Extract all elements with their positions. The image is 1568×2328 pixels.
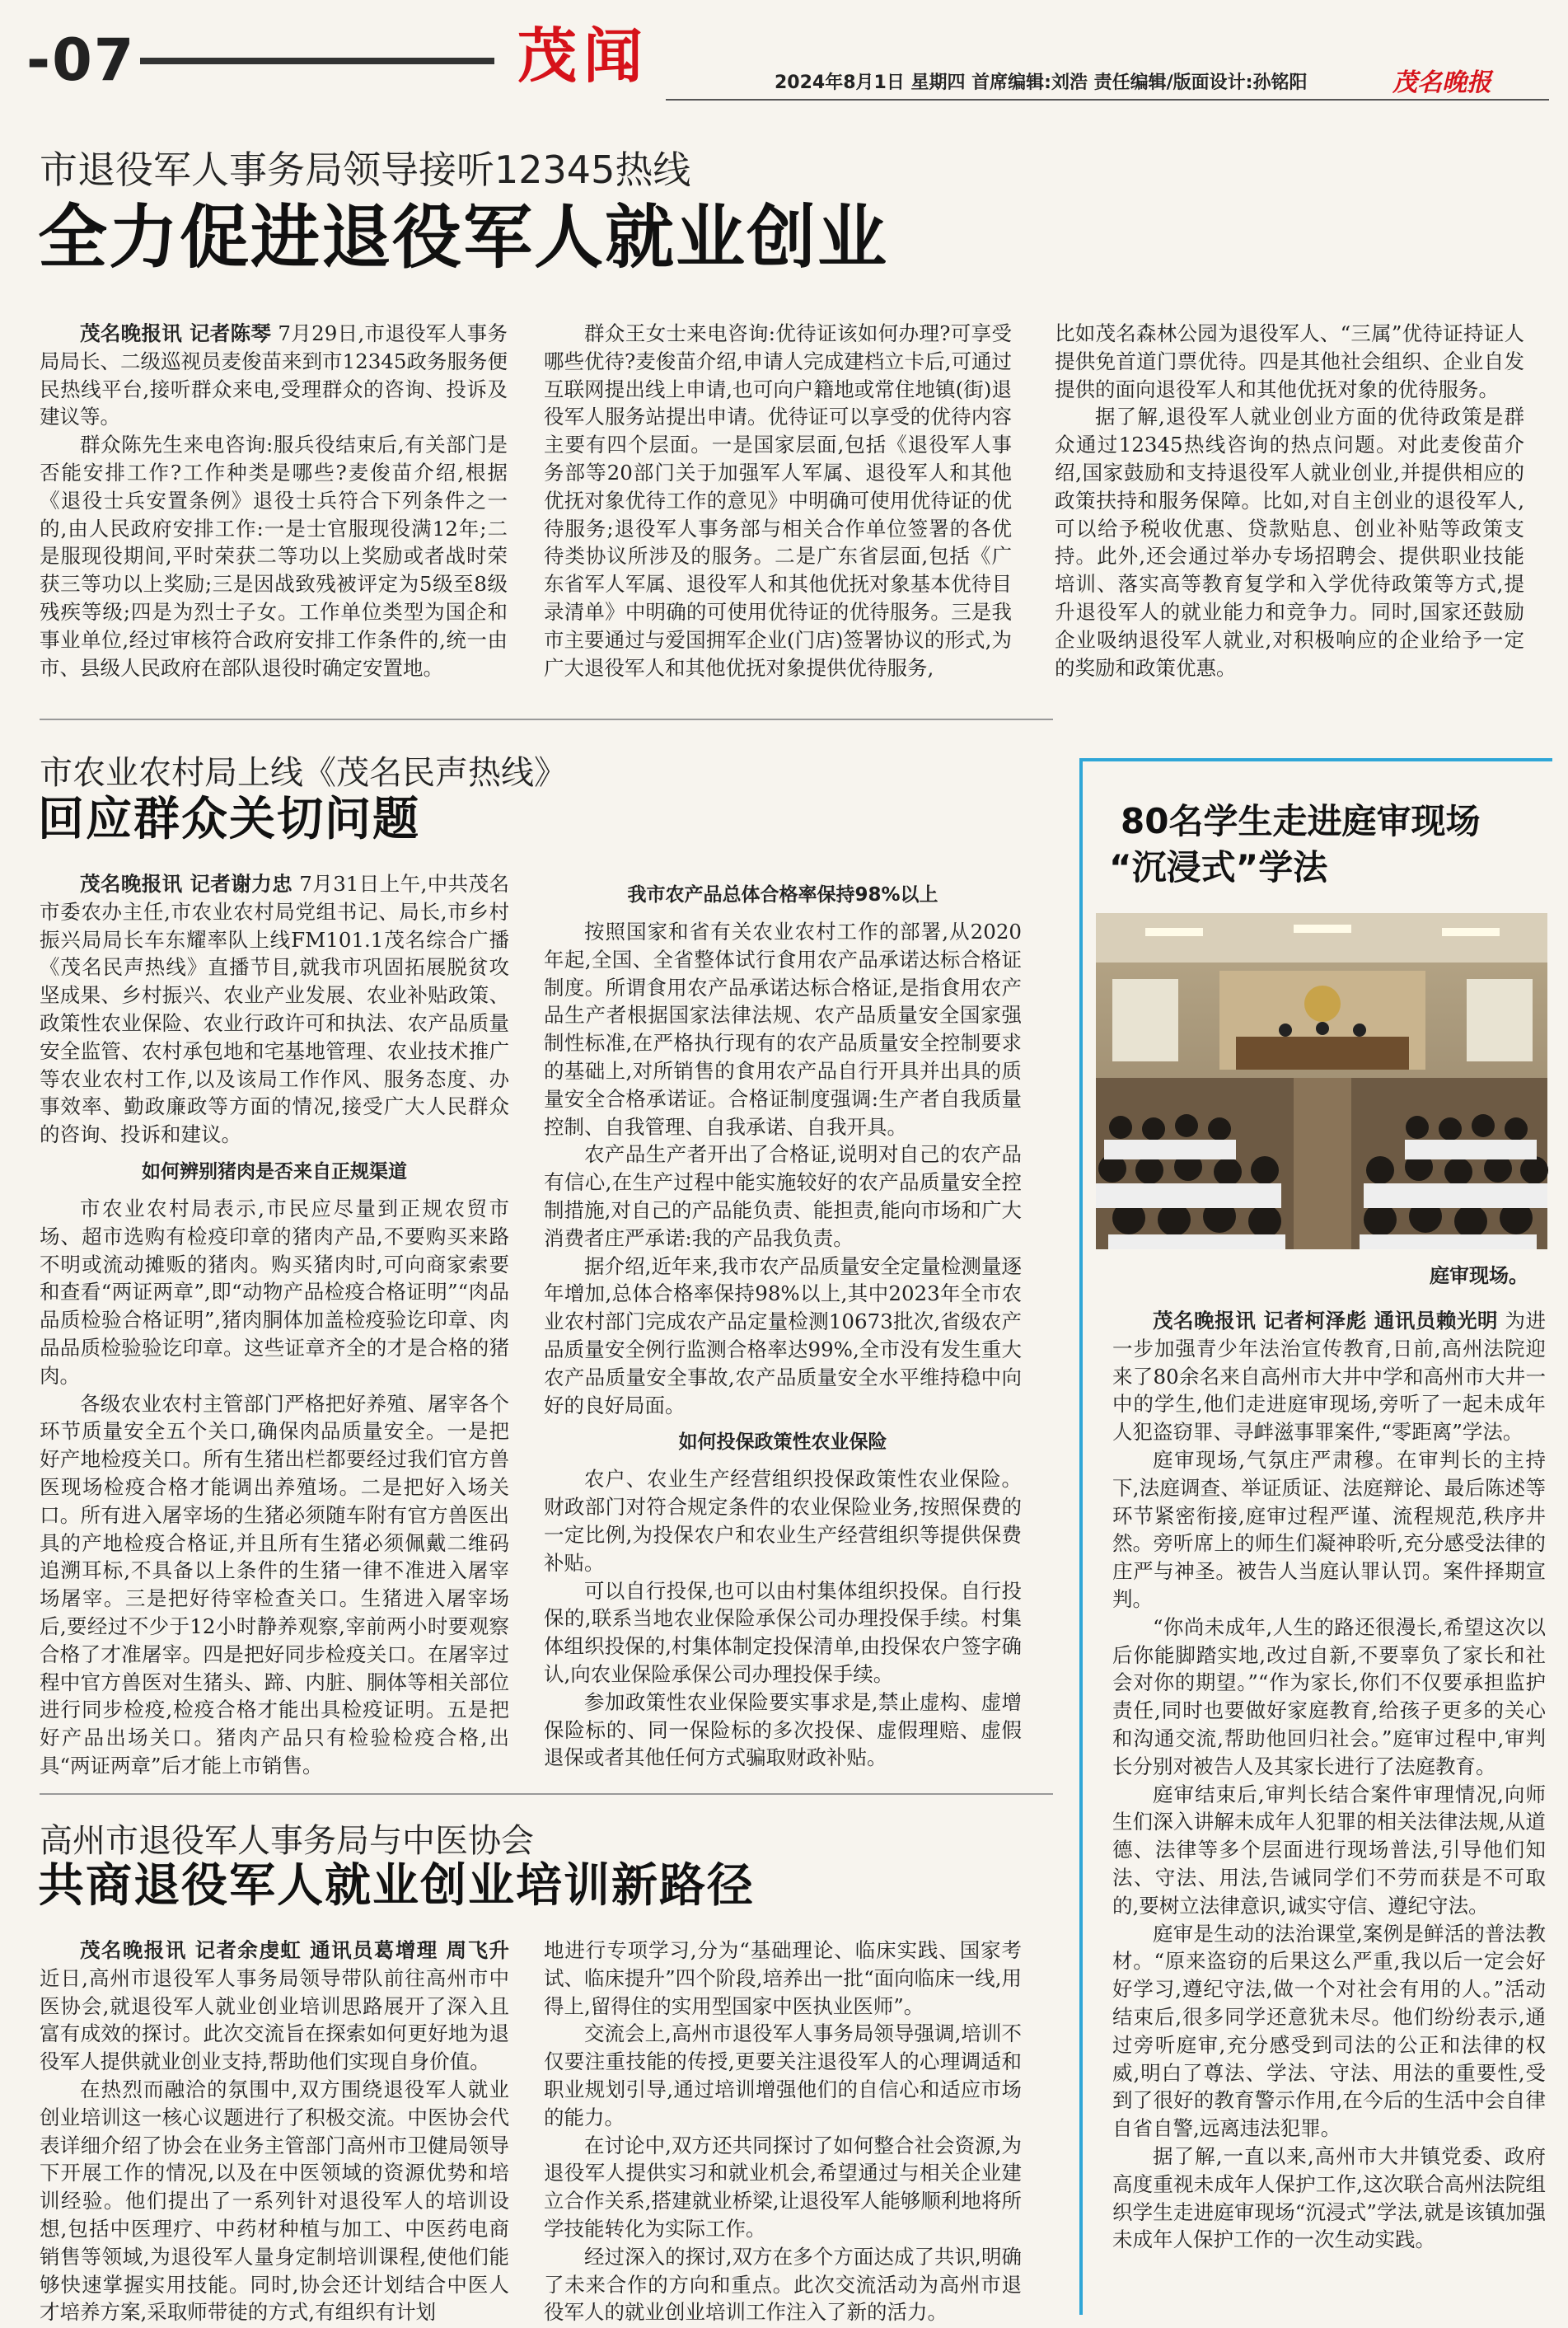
paragraph: 按照国家和省有关农业农村工作的部署,从2020年起,全国、全省整体试行食用农产品承诺达标合格证制度。所谓食用农产品承诺达标合格证,是指食用农产品生产者根据国家法律法规、农产品质量安全国家强制性标准,在严格执行现有的农产品质量安全控制要求的基础上,对所销售的食用农产品自行开具并出具的质量安全合格承诺证。合格证制度强调:生产者自我质量控制、自我管理、自我承诺、自我开具。 xyxy=(544,920,1022,1139)
header-rule-left xyxy=(140,58,494,64)
paragraph: 据介绍,近年来,我市农产品质量安全定量检测量逐年增加,总体合格率保持98%以上,其中2023年全市农业农村部门完成农产品定量检测10673批次,省级农产品质量安全例行监测合格率达99%,全市没有发生重大农产品质量安全事故,农产品质量安全水平维持稳中向好的良好局面。 xyxy=(544,1253,1022,1417)
paragraph: 市农业农村局表示,市民应尽量到正规农贸市场、超市选购有检疫印章的猪肉产品,不要购买来路不明或流动摊贩的猪肉。购买猪肉时,可向商家索要和查看“两证两章”,即“动物产品检疫合格证明”“肉品品质检验合格证明”,猪肉胴体加盖检疫验讫印章、肉品品质检验验讫印章。这些证章齐全的才是合格的猪肉。 xyxy=(40,1196,509,1388)
article1-headline: 全力促进退役军人就业创业 xyxy=(38,197,889,278)
paragraph: 交流会上,高州市退役军人事务局领导强调,培训不仅要注重技能的传授,更要关注退役军人的心理调适和职业规划引导,通过培训增强他们的自信心和适应市场的能力。 xyxy=(544,2021,1022,2129)
paragraph: 群众王女士来电咨询:优待证该如何办理?可享受哪些优待?麦俊苗介绍,申请人完成建档立卡后,可通过互联网提出线上申请,也可向户籍地或常住地镇(街)退役军人服务站提出申请。优待证可以享受的优待内容主要有四个层面。一是国家层面,包括《退役军人事务部等20部门关于加强军人军属、退役军人和其他优抚对象优待工作的意见》中明确可使用优待证的优待服务;退役军人事务部与相关合作单位签署的各优待类协议所涉及的服务。二是广东省层面,包括《广东省军人军属、退役军人和其他优抚对象基本优待目录清单》中明确的可使用优待证的优待服务。三是我市主要通过与爱国拥军企业(门店)签署协议的形式,为广大退役军人和其他优抚对象提供优待服务, xyxy=(544,321,1012,680)
subhead-pork: 如何辨别猪肉是否来自正规渠道 xyxy=(142,1160,407,1183)
paragraph: 据了解,退役军人就业创业方面的优待政策是群众通过12345热线咨询的热点问题。对此麦俊苗介绍,国家鼓励和支持退役军人就业创业,并提供相应的政策扶持和服务保障。比如,对自主创业的退役军人,可以给予税收优惠、贷款贴息、创业补贴等政策支持。此外,还会通过举办专场招聘会、提供职业技能培训、落实高等教育复学和入学优待政策等方式,提升退役军人的就业能力和竞争力。同时,国家还鼓励企业吸纳退役军人就业,对积极响应的企业给予一定的奖励和政策优惠。 xyxy=(1055,405,1524,680)
article2-column-2 xyxy=(544,878,1022,1770)
courtroom-photo xyxy=(1096,913,1547,1249)
paragraph: 经过深入的探讨,双方在多个方面达成了共识,明确了未来合作的方向和重点。此次交流活动为高州市退役军人的就业创业培训工作注入了新的活力。 xyxy=(544,2244,1022,2325)
article3-column-1 xyxy=(40,1937,509,2325)
sidebar-title-line1: 80名学生走进庭审现场 xyxy=(1121,801,1481,841)
sidebar-body xyxy=(1112,1307,1546,2304)
article2-kicker: 市农业农村局上线《茂名民声热线》 xyxy=(40,754,567,792)
page-number: -07 xyxy=(26,26,136,94)
paragraph: 各级农业农村主管部门严格把好养殖、屠宰各个环节质量安全五个关口,确保肉品质量安全。一是把好产地检疫关口。所有生猪出栏都要经过我们官方兽医现场检疫合格才能调出养殖场。二是把好入场关口。所有进入屠宰场的生猪必须随车附有官方兽医出具的产地检疫合格证,并且所有生猪必须佩戴二维码追溯耳标,不具备以上条件的生猪一律不准进入屠宰场屠宰。三是把好待宰检查关口。生猪进入屠宰场后,要经过不少于12小时静养观察,宰前两小时要观察合格了才准屠宰。四是把好同步检疫关口。在屠宰过程中官方兽医对生猪头、蹄、内脏、胴体等相关部位进行同步检疫,检疫合格才能出具检疫证明。五是把好产品出场关口。猪肉产品只有检验检疫合格,出具“两证两章”后才能上市销售。 xyxy=(40,1391,509,1778)
article2-headline: 回应群众关切问题 xyxy=(38,793,420,846)
courtroom-photo-image xyxy=(1096,913,1547,1249)
article1-kicker: 市退役军人事务局领导接听12345热线 xyxy=(40,148,691,192)
paragraph: 7月29日,市退役军人事务局局长、二级巡视员麦俊苗来到市12345政务服务便民热线平台,接听群众来电,受理群众的咨询、投诉及建议等。 xyxy=(40,321,508,429)
paragraph: 庭审现场,气氛庄严肃穆。在审判长的主持下,法庭调查、举证质证、法庭辩论、最后陈述等环节紧密衔接,庭审过程严谨、流程规范,秩序井然。旁听席上的师生们凝神聆听,充分感受法律的庄严与神圣。被告人当庭认罪认罚。案件择期宣判。 xyxy=(1112,1447,1546,1611)
article3-headline: 共商退役军人就业创业培训新路径 xyxy=(38,1859,755,1913)
paragraph: 7月31日上午,中共茂名市委农办主任,市农业农村局党组书记、局长,市乡村振兴局局长车东耀率队上线FM101.1茂名综合广播《茂名民声热线》直播节目,就我市巩固拓展脱贫攻坚成果、乡村振兴、农业产业发展、农业补贴政策、政策性农业保险、农业行政许可和执法、农产品质量安全监管、农村承包地和宅基地管理、农业技术推广等农业农村工作,以及该局工作作风、服务态度、办事效率、勤政廉政等方面的情况,接受广大人民群众的咨询、投诉和建议。 xyxy=(40,872,509,1147)
paragraph: 庭审结束后,审判长结合案件审理情况,向师生们深入讲解未成年人犯罪的相关法律法规,从道德、法律等多个层面进行现场普法,引导他们知法、守法、用法,告诫同学们不劳而获是不可取的,要树立法律意识,诚实守信、遵纪守法。 xyxy=(1112,1782,1546,1918)
newspaper-logo: 茂名晚报 xyxy=(1392,68,1491,97)
sidebar-title-line2: “沉浸式”学法 xyxy=(1109,847,1328,888)
article1-column-2 xyxy=(544,320,1012,699)
article2-byline: 茂名晚报讯 记者谢力忠 xyxy=(80,872,293,896)
paragraph: 近日,高州市退役军人事务局领导带队前往高州市中医协会,就退役军人就业创业培训思路展开了深入且富有成效的探讨。此次交流旨在探索如何更好地为退役军人提供就业创业支持,帮助他们实现自身价值。 xyxy=(40,1965,509,2074)
subhead-insurance: 如何投保政策性农业保险 xyxy=(678,1431,887,1454)
paragraph: 群众陈先生来电咨询:服兵役结束后,有关部门是否能安排工作?工作种类是哪些?麦俊苗介绍,根据《退役士兵安置条例》退役士兵符合下列条件之一的,由人民政府安排工作:一是士官服现役满12年;二是服现役期间,平时荣获二等功以上奖励或者战时荣获三等功以上奖励;三是因战致残被评定为5级至8级残疾等级;四是为烈士子女。工作单位类型为国企和事业单位,经过审核符合政府安排工作条件的,统一由市、县级人民政府在部队退役时确定安置地。 xyxy=(40,433,508,680)
paragraph: 在讨论中,双方还共同探讨了如何整合社会资源,为退役军人提供实习和就业机会,希望通过与相关企业建立合作关系,搭建就业桥梁,让退役军人能够顺利地将所学技能转化为实际工作。 xyxy=(544,2133,1022,2241)
paragraph: 参加政策性农业保险要实事求是,禁止虚构、虚增保险标的、同一保险标的多次投保、虚假理赔、虚假退保或者其他任何方式骗取财政补贴。 xyxy=(544,1689,1022,1770)
divider xyxy=(40,1793,1053,1795)
section-title: 茂闻 xyxy=(517,21,650,91)
paragraph: 在热烈而融洽的氛围中,双方围绕退役军人就业创业培训这一核心议题进行了积极交流。中医协会代表详细介绍了协会在业务主管部门高州市卫健局领导下开展工作的情况,以及在中医领域的资源优势和培训经验。他们提出了一系列针对退役军人的培训设想,包括中医理疗、中药材种植与加工、中医药电商销售等领域,为退役军人量身定制培训课程,使他们能够快速掌握实用技能。同时,协会还计划结合中医人才培养方案,采取师带徒的方式,有组织有计划 xyxy=(40,2077,509,2325)
subhead-quality: 我市农产品总体合格率保持98%以上 xyxy=(627,884,938,906)
divider xyxy=(40,719,1053,720)
paragraph: 据了解,一直以来,高州市大井镇党委、政府高度重视未成年人保护工作,这次联合高州法院组织学生走进庭审现场“沉浸式”学法,就是该镇加强未成年人保护工作的一次生动实践。 xyxy=(1112,2143,1546,2252)
paragraph: “你尚未成年,人生的路还很漫长,希望这次以后你能脚踏实地,改过自新,不要辜负了家长和社会对你的期望。”“作为家长,你们不仅要承担监护责任,同时也要做好家庭教育,给孩子更多的关心和沟通交流,帮助他回归社会。”庭审过程中,审判长分别对被告人及其家长进行了法庭教育。 xyxy=(1112,1614,1546,1778)
paragraph: 为进一步加强青少年法治宣传教育,日前,高州法院迎来了80余名来自高州市大井中学和高州市大井一中的学生,他们走进庭审现场,旁听了一起未成年人犯盗窃罪、寻衅滋事罪案件,“零距离”学法。 xyxy=(1112,1309,1547,1445)
article1-column-1 xyxy=(40,320,508,699)
article3-column-2 xyxy=(544,1937,1022,2325)
article1-column-3 xyxy=(1055,320,1524,699)
paragraph: 地进行专项学习,分为“基础理论、临床实践、国家考试、临床提升”四个阶段,培养出一批“面向临床一线,用得上,留得住的实用型国家中医执业医师”。 xyxy=(544,1938,1022,2018)
article2-column-1 xyxy=(40,870,509,1778)
paragraph: 农户、农业生产经营组织投保政策性农业保险。财政部门对符合规定条件的农业保险业务,按照保费的一定比例,为投保农户和农业生产经营组织等提供保费补贴。 xyxy=(544,1467,1022,1575)
article1-byline: 茂名晚报讯 记者陈琴 xyxy=(80,321,272,345)
paragraph: 可以自行投保,也可以由村集体组织投保。自行投保的,联系当地农业保险承保公司办理投保手续。村集体组织投保的,村集体制定投保清单,由投保农户签字确认,向农业保险承保公司办理投保手续。 xyxy=(544,1578,1022,1686)
header-rule-right xyxy=(666,99,1549,101)
issue-info: 2024年8月1日 星期四 首席编辑:刘浩 责任编辑/版面设计:孙铭阳 xyxy=(775,73,1308,93)
paragraph: 庭审是生动的法治课堂,案例是鲜活的普法教材。“原来盗窃的后果这么严重,我以后一定会好好学习,遵纪守法,做一个对社会有用的人。”活动结束后,很多同学还意犹未尽。他们纷纷表示,通过旁听庭审,充分感受到司法的公正和法律的权威,明白了尊法、学法、守法、用法的重要性,受到了很好的教育警示作用,在今后的生活中会自律自省自警,远离违法犯罪。 xyxy=(1112,1921,1546,2141)
paragraph: 比如茂名森林公园为退役军人、“三属”优待证持证人提供免首道门票优待。四是其他社会组织、企业自发提供的面向退役军人和其他优抚对象的优待服务。 xyxy=(1055,321,1524,401)
article3-kicker: 高州市退役军人事务局与中医协会 xyxy=(40,1822,534,1860)
article3-byline: 茂名晚报讯 记者余虔虹 通讯员葛增理 周飞升 xyxy=(80,1938,509,1962)
paragraph: 农产品生产者开出了合格证,说明对自己的农产品有信心,在生产过程中能实施较好的农产品质量安全控制措施,对自己的产品能负责、能担责,能向市场和广大消费者庄严承诺:我的产品我负责。 xyxy=(544,1142,1022,1250)
sidebar-byline: 茂名晚报讯 记者柯泽彪 通讯员赖光明 xyxy=(1153,1309,1499,1333)
photo-caption: 庭审现场。 xyxy=(1430,1264,1528,1287)
